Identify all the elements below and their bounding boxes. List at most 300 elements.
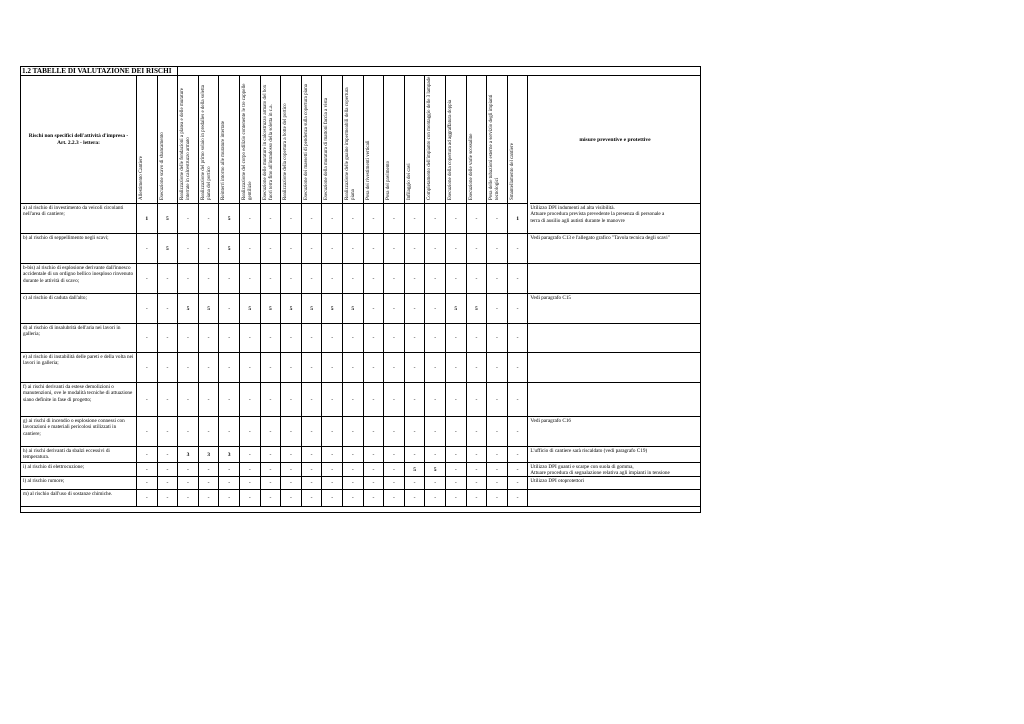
risk-value-cell: 5: [219, 234, 240, 264]
risk-value-cell: -: [137, 324, 158, 353]
risk-value-cell: -: [487, 324, 508, 353]
risk-value-cell: -: [158, 447, 179, 463]
risk-value-cell: -: [219, 324, 240, 353]
risk-value-cell: 3: [178, 447, 199, 463]
risk-value-cell: -: [405, 264, 426, 294]
activity-header-label: Realizzazione della copertura a botte del portico: [283, 103, 289, 200]
risk-value-cell: -: [487, 447, 508, 463]
risk-value-cell: -: [384, 383, 405, 417]
risk-value-cell: -: [343, 324, 364, 353]
risk-value-cell: -: [467, 417, 488, 447]
protective-measures: [528, 383, 700, 417]
risk-value-cell: -: [364, 234, 385, 264]
risk-value-cell: 5: [199, 294, 220, 324]
risk-value-cell: -: [384, 447, 405, 463]
risk-value-cell: 5: [446, 294, 467, 324]
risk-value-cell: 3: [199, 447, 220, 463]
risk-value-cell: 5: [178, 294, 199, 324]
risk-value-cell: -: [364, 264, 385, 294]
risk-value-cell: -: [178, 264, 199, 294]
risk-value-cell: -: [302, 463, 323, 477]
risk-value-cell: -: [508, 463, 529, 477]
risk-value-cell: -: [467, 383, 488, 417]
risk-value-cell: -: [302, 477, 323, 490]
risk-value-cell: -: [446, 204, 467, 234]
risk-value-cell: -: [261, 490, 282, 507]
risk-value-cell: -: [281, 477, 302, 490]
risk-value-cell: -: [322, 324, 343, 353]
risk-value-cell: -: [487, 490, 508, 507]
activity-header: [322, 76, 343, 204]
activity-header-label: Posa dei rivestimenti verticali: [365, 140, 371, 200]
risk-value-cell: -: [446, 447, 467, 463]
protective-measures: [528, 234, 700, 264]
risk-value-cell: -: [364, 477, 385, 490]
activity-header-label: Esecuzione delle murature in calcestruzzo armato del box fuori terra fino all'intradosso della soletta in c.a.: [262, 84, 274, 200]
risk-value-cell: -: [137, 264, 158, 294]
risk-value-cell: -: [343, 490, 364, 507]
risk-value-cell: -: [446, 417, 467, 447]
risk-value-cell: -: [405, 477, 426, 490]
risk-value-cell: 5: [261, 294, 282, 324]
risk-value-cell: -: [364, 447, 385, 463]
risk-value-cell: -: [405, 204, 426, 234]
risk-description: g) ai rischi di incendio o esplosione connessi con lavorazioni e materiali pericolosi utilizzati in cantiere;: [21, 417, 137, 447]
activity-header-label: Esecuzione della copertura ad aggraffatura doppia: [448, 99, 453, 200]
risk-value-cell: 3: [219, 447, 240, 463]
risk-value-cell: -: [364, 490, 385, 507]
activity-header-label: Realizzazione delle guaine impermeabili della copertura piana: [345, 87, 356, 200]
activity-header-label: Smantellamento del cantiere: [509, 143, 515, 200]
risk-value-cell: -: [281, 264, 302, 294]
risk-value-cell: -: [281, 447, 302, 463]
risk-value-cell: -: [219, 353, 240, 383]
risk-value-cell: -: [384, 477, 405, 490]
risk-value-cell: -: [508, 234, 529, 264]
activity-header-label: Esecuzione scavo di sbancamento: [159, 132, 165, 200]
risk-value-cell: -: [137, 447, 158, 463]
activity-header-label: Infilaggio dei cavi: [406, 163, 412, 200]
protective-measures: [528, 490, 700, 507]
risk-value-cell: 5: [405, 463, 426, 477]
activity-header-label: Realizzazione del primo solaio in predalles e della soletta piana del portico: [200, 85, 212, 200]
risk-value-cell: -: [343, 204, 364, 234]
risk-value-cell: -: [137, 463, 158, 477]
risk-value-cell: -: [384, 324, 405, 353]
risk-value-cell: -: [240, 383, 261, 417]
risk-value-cell: -: [178, 417, 199, 447]
measure-line: Utilizzo DPI indumenti ad alta visibilità.: [530, 205, 615, 211]
risk-value-cell: -: [343, 234, 364, 264]
risk-value-cell: -: [425, 294, 446, 324]
risk-value-cell: -: [405, 324, 426, 353]
risk-value-cell: -: [158, 294, 179, 324]
risk-value-cell: -: [261, 463, 282, 477]
risk-value-cell: -: [405, 294, 426, 324]
risk-value-cell: -: [487, 264, 508, 294]
risk-value-cell: -: [199, 234, 220, 264]
risk-value-cell: -: [261, 264, 282, 294]
risk-value-cell: -: [467, 234, 488, 264]
risk-value-cell: -: [219, 383, 240, 417]
risk-value-cell: -: [343, 417, 364, 447]
activity-header: [508, 76, 529, 204]
measure-line: L'ufficio di cantiere sarà riscaldato (vedi paragrafo C19): [530, 448, 648, 454]
risk-value-cell: -: [405, 447, 426, 463]
risk-value-cell: -: [322, 264, 343, 294]
risk-value-cell: 5: [343, 294, 364, 324]
risk-value-cell: -: [405, 490, 426, 507]
risk-value-cell: -: [384, 234, 405, 264]
risk-value-cell: -: [425, 234, 446, 264]
risk-value-cell: -: [261, 204, 282, 234]
activity-header: [302, 76, 323, 204]
activity-header: [425, 76, 446, 204]
risk-value-cell: -: [281, 234, 302, 264]
risk-value-cell: -: [508, 477, 529, 490]
risk-value-cell: -: [302, 324, 323, 353]
risk-value-cell: -: [281, 324, 302, 353]
risk-value-cell: -: [322, 234, 343, 264]
risk-value-cell: -: [178, 477, 199, 490]
protective-measures: [528, 353, 700, 383]
activity-header-label: Posa del pavimento: [386, 160, 392, 200]
risk-value-cell: -: [487, 417, 508, 447]
risk-value-cell: -: [446, 234, 467, 264]
risk-value-cell: -: [219, 417, 240, 447]
risk-value-cell: -: [384, 204, 405, 234]
risk-value-cell: -: [364, 383, 385, 417]
risk-value-cell: -: [158, 490, 179, 507]
risk-value-cell: -: [322, 383, 343, 417]
activity-header-label: Realizzazione delle fondazioni a platea e delle murature interrate in calcestruzzo armato: [180, 87, 191, 200]
risk-value-cell: -: [384, 417, 405, 447]
risk-value-cell: -: [199, 204, 220, 234]
risk-value-cell: -: [158, 463, 179, 477]
activity-header: [219, 76, 240, 204]
risk-value-cell: -: [302, 204, 323, 234]
risk-value-cell: -: [240, 447, 261, 463]
risk-value-cell: 5: [425, 463, 446, 477]
protective-measures: [528, 463, 700, 477]
risk-value-cell: 5: [240, 294, 261, 324]
risk-value-cell: -: [446, 353, 467, 383]
risk-value-cell: -: [364, 417, 385, 447]
risk-value-cell: -: [281, 417, 302, 447]
risk-value-cell: -: [446, 264, 467, 294]
risk-value-cell: -: [405, 417, 426, 447]
risk-value-cell: -: [281, 383, 302, 417]
table-title: 1.2 TABELLE DI VALUTAZIONE DEI RISCHI: [21, 67, 178, 76]
risk-value-cell: -: [199, 324, 220, 353]
risk-value-cell: -: [240, 353, 261, 383]
risk-value-cell: -: [302, 490, 323, 507]
risk-value-cell: -: [405, 353, 426, 383]
risk-value-cell: -: [302, 447, 323, 463]
risk-value-cell: -: [508, 294, 529, 324]
risk-value-cell: -: [487, 204, 508, 234]
activity-header: [199, 76, 220, 204]
risk-value-cell: -: [446, 383, 467, 417]
risk-value-cell: -: [178, 204, 199, 234]
risk-value-cell: -: [508, 264, 529, 294]
risk-value-cell: -: [261, 353, 282, 383]
activity-header: [261, 76, 282, 204]
activity-header: [405, 76, 426, 204]
measure-line: terra di ausilio agli autisti durante le manovre: [530, 217, 625, 224]
risk-value-cell: -: [322, 490, 343, 507]
risk-value-cell: -: [302, 417, 323, 447]
risk-value-cell: -: [343, 383, 364, 417]
risk-value-cell: -: [508, 383, 529, 417]
risk-value-cell: -: [261, 234, 282, 264]
risk-value-cell: -: [240, 463, 261, 477]
risk-value-cell: -: [487, 477, 508, 490]
risk-value-cell: -: [137, 294, 158, 324]
risk-value-cell: -: [281, 353, 302, 383]
risk-value-cell: -: [467, 353, 488, 383]
risk-value-cell: -: [137, 490, 158, 507]
risk-value-cell: -: [364, 353, 385, 383]
activity-header-label: Esecuzione dei massetti di pendenza sulla copertura piana: [303, 84, 309, 200]
risk-value-cell: -: [508, 490, 529, 507]
risk-column-header: Rischi non specifici dell'attività d'impresa - Art. 2.2.3 - lettera:: [21, 76, 137, 204]
risk-value-cell: -: [261, 447, 282, 463]
measure-line: Attuare procedura di segnalazione relativa agli impianti in tensione: [530, 470, 670, 477]
risk-value-cell: -: [219, 490, 240, 507]
measure-line: Attuare procedura prevista prevedente la presenza di personale a: [530, 211, 665, 218]
protective-measures: [528, 204, 700, 234]
risk-description: i) al rischio di elettrocuzione;: [21, 463, 137, 477]
risk-value-cell: -: [508, 353, 529, 383]
risk-value-cell: 5: [302, 294, 323, 324]
risk-value-cell: -: [508, 447, 529, 463]
measure-line: Vedi paragrafo C15: [530, 295, 572, 301]
risk-value-cell: -: [343, 477, 364, 490]
title-row-blank: [178, 67, 700, 76]
risk-value-cell: -: [219, 477, 240, 490]
risk-value-cell: -: [425, 417, 446, 447]
risk-value-cell: -: [487, 353, 508, 383]
risk-description: d) al rischio di insalubrità dell'aria nei lavori in galleria;: [21, 324, 137, 353]
risk-value-cell: -: [219, 294, 240, 324]
risk-value-cell: -: [158, 477, 179, 490]
risk-value-cell: -: [487, 383, 508, 417]
risk-description: b-bis) al rischio di esplosione derivante dall'innesco accidentale di un ordigno bellico inesploso rinvenuto durante le attività di scavo;: [21, 264, 137, 294]
activity-header: [487, 76, 508, 204]
risk-value-cell: -: [364, 324, 385, 353]
risk-value-cell: -: [446, 490, 467, 507]
risk-value-cell: -: [343, 447, 364, 463]
activity-header: [467, 76, 488, 204]
risk-value-cell: -: [343, 463, 364, 477]
risk-value-cell: -: [343, 353, 364, 383]
risk-value-cell: 5: [467, 294, 488, 324]
risk-value-cell: -: [322, 463, 343, 477]
risk-value-cell: -: [425, 204, 446, 234]
risk-value-cell: -: [343, 264, 364, 294]
risk-value-cell: -: [199, 353, 220, 383]
risk-description: h) ai rischi derivanti da sbalzi eccessivi di temperatura.: [21, 447, 137, 463]
risk-value-cell: -: [199, 417, 220, 447]
risk-value-cell: -: [158, 264, 179, 294]
activity-header: [178, 76, 199, 204]
risk-value-cell: 5: [322, 294, 343, 324]
activity-header-label: Esecuzione della muratura di mattoni faccia a vista: [324, 97, 330, 200]
risk-value-cell: -: [178, 324, 199, 353]
risk-value-cell: -: [425, 264, 446, 294]
risk-value-cell: -: [281, 490, 302, 507]
activity-header: [364, 76, 385, 204]
risk-value-cell: -: [199, 383, 220, 417]
risk-value-cell: -: [425, 490, 446, 507]
risk-value-cell: -: [405, 383, 426, 417]
activity-header-label: Realizzazione del corpo edilizio contenente le tre cappelle gentilizie: [242, 83, 253, 200]
risk-value-cell: -: [467, 447, 488, 463]
risk-value-cell: -: [425, 353, 446, 383]
risk-value-cell: -: [178, 463, 199, 477]
risk-value-cell: -: [467, 463, 488, 477]
risk-value-cell: -: [302, 353, 323, 383]
risk-value-cell: -: [158, 324, 179, 353]
risk-value-cell: -: [261, 324, 282, 353]
activity-header: [158, 76, 179, 204]
protective-measures: [528, 417, 700, 447]
risk-value-cell: -: [240, 324, 261, 353]
risk-value-cell: -: [178, 353, 199, 383]
risk-value-cell: -: [240, 234, 261, 264]
risk-assessment-table: [20, 66, 701, 513]
risk-value-cell: -: [425, 447, 446, 463]
risk-value-cell: -: [322, 353, 343, 383]
protective-measures: [528, 447, 700, 463]
protective-measures: [528, 324, 700, 353]
activity-header: [137, 76, 158, 204]
risk-value-cell: -: [240, 477, 261, 490]
risk-value-cell: -: [137, 383, 158, 417]
risk-value-cell: 5: [158, 234, 179, 264]
risk-value-cell: -: [137, 353, 158, 383]
risk-value-cell: -: [281, 463, 302, 477]
risk-value-cell: -: [446, 463, 467, 477]
risk-value-cell: 1: [137, 204, 158, 234]
risk-value-cell: -: [322, 477, 343, 490]
risk-value-cell: -: [261, 417, 282, 447]
activity-header: [446, 76, 467, 204]
risk-value-cell: -: [219, 264, 240, 294]
risk-value-cell: -: [364, 204, 385, 234]
risk-value-cell: -: [302, 264, 323, 294]
protective-measures: [528, 294, 700, 324]
risk-value-cell: -: [199, 463, 220, 477]
risk-value-cell: -: [281, 204, 302, 234]
risk-value-cell: -: [322, 417, 343, 447]
risk-value-cell: -: [199, 477, 220, 490]
risk-value-cell: -: [137, 417, 158, 447]
risk-value-cell: -: [425, 324, 446, 353]
risk-value-cell: 5: [281, 294, 302, 324]
risk-value-cell: -: [384, 353, 405, 383]
risk-value-cell: -: [219, 463, 240, 477]
risk-value-cell: -: [158, 353, 179, 383]
measure-line: Utilizzo DPI guanti e scarpe con suola di gomma,: [530, 464, 634, 470]
risk-value-cell: -: [487, 463, 508, 477]
risk-value-cell: -: [322, 204, 343, 234]
risk-description: c) al rischio di caduta dall'alto;: [21, 294, 137, 324]
risk-description: e) al rischio di instabilità delle pareti e della volta nei lavori in galleria;: [21, 353, 137, 383]
risk-value-cell: -: [302, 383, 323, 417]
activity-header: [281, 76, 302, 204]
risk-value-cell: -: [446, 477, 467, 490]
risk-value-cell: -: [158, 383, 179, 417]
risk-value-cell: -: [261, 383, 282, 417]
risk-value-cell: -: [467, 264, 488, 294]
activity-header-label: Esecuzione delle varie scossaline: [468, 133, 474, 200]
risk-value-cell: -: [384, 463, 405, 477]
risk-value-cell: -: [467, 477, 488, 490]
risk-value-cell: -: [199, 490, 220, 507]
risk-value-cell: 5: [219, 204, 240, 234]
risk-value-cell: 1: [508, 204, 529, 234]
risk-description: f) ai rischi derivanti da estese demolizioni o manutenzioni, ove le modalità tecniche di attuazione siano definite in fase di progetto;: [21, 383, 137, 417]
risk-value-cell: -: [467, 490, 488, 507]
risk-value-cell: -: [178, 383, 199, 417]
risk-value-cell: -: [425, 383, 446, 417]
risk-value-cell: -: [322, 447, 343, 463]
risk-value-cell: 5: [158, 204, 179, 234]
risk-value-cell: -: [384, 264, 405, 294]
risk-value-cell: -: [487, 294, 508, 324]
risk-value-cell: -: [137, 477, 158, 490]
risk-value-cell: -: [240, 264, 261, 294]
risk-value-cell: -: [508, 324, 529, 353]
risk-description: a) al rischio di investimento da veicoli circolanti nell'area di cantiere;: [21, 204, 137, 234]
measures-column-header: misure preventive e protettive: [530, 76, 700, 204]
activity-header-label: Allestimento Cantiere: [139, 155, 144, 200]
risk-value-cell: -: [199, 264, 220, 294]
risk-value-cell: -: [158, 417, 179, 447]
activity-header-label: Posa delle tubazioni esterne a servizio degli impianti tecnologici: [489, 94, 500, 200]
risk-value-cell: -: [467, 204, 488, 234]
activity-header: [240, 76, 261, 204]
risk-value-cell: -: [384, 294, 405, 324]
activity-header-label: Completamento dell'impianto con montaggio delle 3 lampade: [427, 76, 433, 200]
risk-value-cell: -: [425, 477, 446, 490]
risk-description: m) al rischio dall'uso di sostanze chimiche.: [21, 490, 137, 507]
risk-value-cell: -: [405, 234, 426, 264]
measure-line: Vedi paragrafo C13 e l'allegato grafico "Tavola tecnica degli scavi": [530, 235, 670, 241]
risk-value-cell: -: [240, 490, 261, 507]
risk-value-cell: -: [384, 490, 405, 507]
risk-value-cell: -: [364, 463, 385, 477]
risk-value-cell: -: [261, 477, 282, 490]
risk-value-cell: -: [302, 234, 323, 264]
risk-description: l) al rischio rumore;: [21, 477, 137, 490]
risk-description: b) al rischio di seppellimento negli scavi;: [21, 234, 137, 264]
protective-measures: [528, 477, 700, 490]
risk-value-cell: -: [240, 204, 261, 234]
activity-header-label: Reinterri intorno alle murature interrate: [221, 120, 227, 200]
risk-value-cell: -: [178, 234, 199, 264]
risk-value-cell: -: [178, 490, 199, 507]
risk-value-cell: -: [240, 417, 261, 447]
measure-line: Utilizzo DPI otoprotettori: [530, 478, 584, 484]
risk-value-cell: -: [364, 294, 385, 324]
activity-header: [343, 76, 364, 204]
risk-value-cell: -: [508, 417, 529, 447]
measure-line: Vedi paragrafo C16: [530, 418, 572, 424]
risk-value-cell: -: [487, 234, 508, 264]
